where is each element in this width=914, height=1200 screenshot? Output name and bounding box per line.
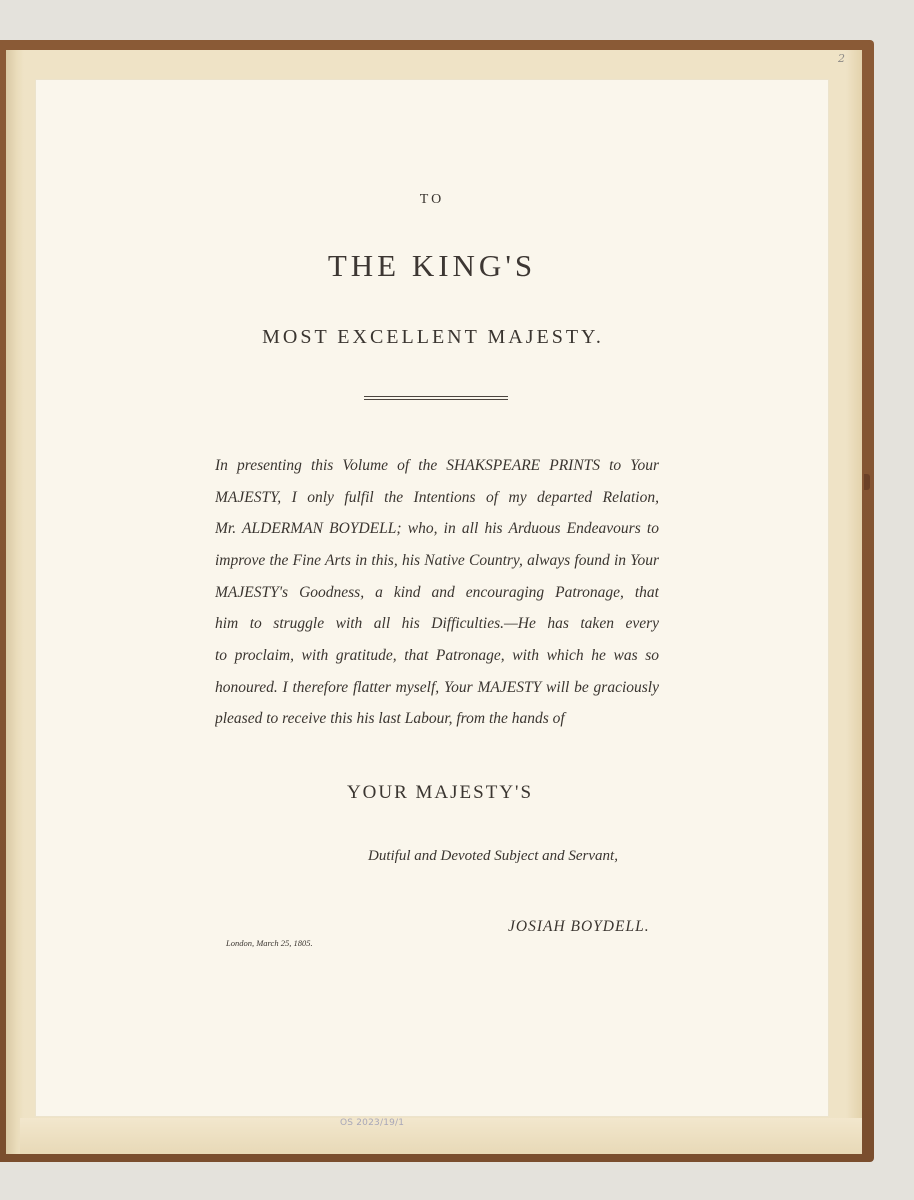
page-tab	[864, 474, 870, 490]
paragraph-line: MAJESTY's Goodness, a kind and encouraging Patronage, that	[215, 584, 659, 601]
dateline: London, March 25, 1805.	[226, 938, 313, 948]
paragraph-line: pleased to receive this his last Labour, from the hands of	[215, 710, 565, 727]
catalog-number: OS 2023/19/1	[340, 1118, 405, 1128]
page-fore-edge	[846, 50, 862, 1154]
paragraph-line: improve the Fine Arts in this, his Native Country, always found in Your	[215, 552, 659, 569]
paragraph-line: Mr. ALDERMAN BOYDELL; who, in all his Arduous Endeavours to	[215, 520, 659, 537]
paragraph-line: In presenting this Volume of the SHAKSPEARE PRINTS to Your	[215, 457, 659, 474]
paragraph-line: to proclaim, with gratitude, that Patronage, with which he was so	[215, 647, 659, 664]
signature: JOSIAH BOYDELL.	[508, 918, 650, 935]
paragraph-line: him to struggle with all his Difficulties.—He has taken every	[215, 615, 659, 632]
folio-number: 2	[838, 52, 845, 65]
dedication-title: THE KING'S	[327, 248, 537, 283]
closing-line: Dutiful and Devoted Subject and Servant,	[368, 848, 618, 864]
closing-title: YOUR MAJESTY'S	[346, 782, 534, 803]
paragraph-line: honoured. I therefore flatter myself, Your MAJESTY will be graciously	[215, 679, 659, 696]
double-rule-divider	[364, 396, 508, 400]
dedication-subtitle: MOST EXCELLENT MAJESTY.	[262, 326, 604, 348]
dedication-to: TO	[419, 192, 445, 207]
paragraph-line: MAJESTY, I only fulfil the Intentions of my departed Relation,	[215, 489, 659, 506]
page-bottom-margin	[20, 1118, 862, 1154]
page-gutter-edge	[6, 50, 24, 1154]
